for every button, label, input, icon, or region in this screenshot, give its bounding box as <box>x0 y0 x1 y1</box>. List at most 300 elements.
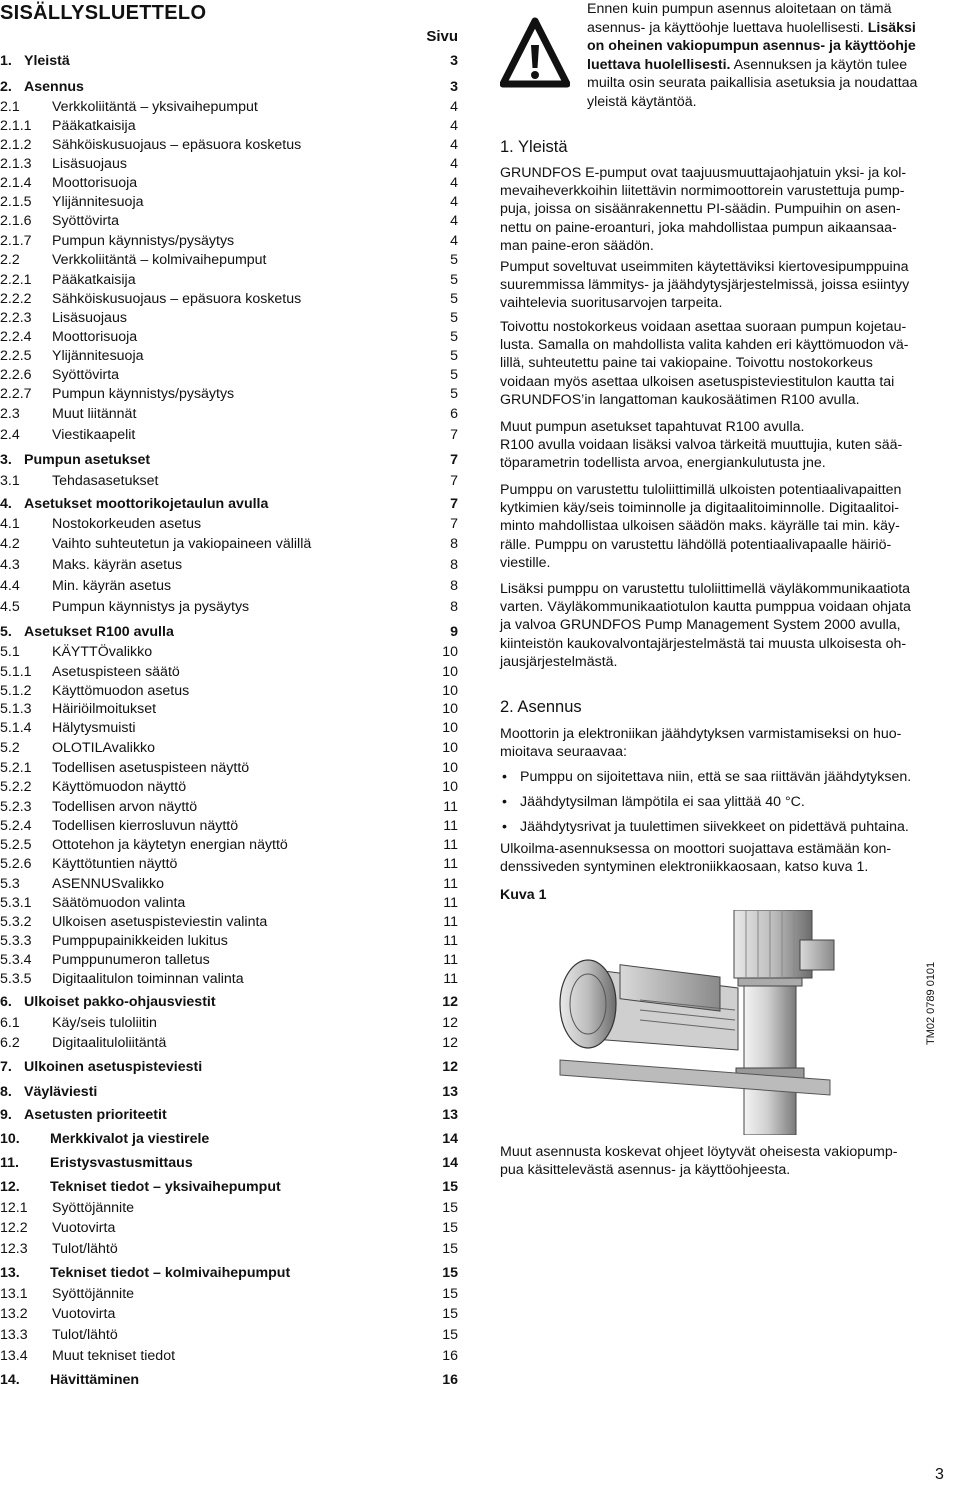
toc-number: 4.5 <box>0 599 20 615</box>
toc-number: 13.2 <box>0 1306 28 1322</box>
toc-entry-title: Asetusten prioriteetit <box>24 1107 167 1123</box>
toc-number: 2.2.5 <box>0 348 32 364</box>
paragraph-line: varten. Väyläkommunikaatiotulon kautta pumppua voidaan ohjata <box>500 599 911 616</box>
outdoor-paragraph: Ulkoilma-asennuksessa on moottori suojattava estämään kon- denssiveden syntyminen elektroniikkaosaan, katso kuva 1. <box>500 841 892 876</box>
toc-entry-title: Syöttöjännite <box>52 1200 135 1216</box>
paragraph-line: mevaiheverkkoihin liitettävin normimoottorein varustettuja pump- <box>500 183 905 200</box>
toc-entry-title: Asennus <box>24 79 84 95</box>
paragraph-line: rälle. Pumppu on varustettu lähdöllä potentiaalivapaalle häiriö- <box>500 536 892 553</box>
toc-page: 12 <box>442 1015 458 1031</box>
toc-entry-title: Sähköiskusuojaus – epäsuora kosketus <box>52 137 302 153</box>
toc-row <box>0 597 458 617</box>
toc-page: 8 <box>450 578 458 594</box>
toc-entry-title: Verkkoliitäntä – kolmivaihepumput <box>52 252 267 268</box>
toc-number: 13.1 <box>0 1286 28 1302</box>
toc-row <box>0 1239 458 1259</box>
paragraph <box>500 318 955 409</box>
toc-entry-title: Pääkatkaisija <box>52 272 136 288</box>
paragraph-line: Toivottu nostokorkeus voidaan asettaa suoraan pumpun kojetau- <box>500 319 907 335</box>
paragraph <box>500 580 955 671</box>
toc-entry-title: Pumpun käynnistys ja pysäytys <box>52 599 250 615</box>
toc-number: 5.2 <box>0 740 20 756</box>
toc-row <box>0 738 458 758</box>
paragraph-line: viestille. <box>500 554 551 571</box>
toc-number: 12.2 <box>0 1220 28 1236</box>
toc-entry-title: Ulkoiset pakko-ohjausviestit <box>24 994 216 1010</box>
toc-row <box>0 893 458 913</box>
section-2-intro: Moottorin ja elektroniikan jäähdytyksen varmistamiseksi on huo- mioitava seuraavaa: <box>500 726 902 761</box>
toc-page: 11 <box>443 914 458 930</box>
toc-number: 4.4 <box>0 578 20 594</box>
toc-entry-title: Pumppupainikkeiden lukitus <box>52 933 228 949</box>
toc-number: 2.1.7 <box>0 233 32 249</box>
toc-page: 10 <box>442 740 458 756</box>
toc-entry-title: Tulot/lähtö <box>52 1327 118 1343</box>
toc-number: 5.2.6 <box>0 856 32 872</box>
toc-row <box>0 1284 458 1304</box>
toc-page: 11 <box>443 895 458 911</box>
toc-number: 10. <box>0 1131 20 1147</box>
toc-page: 12 <box>442 1059 458 1075</box>
toc-number: 2.2.6 <box>0 367 32 383</box>
toc-page: 7 <box>450 516 458 532</box>
toc-entry-title: Käyttötuntien näyttö <box>52 856 178 872</box>
figure-label: Kuva 1 <box>500 887 547 903</box>
paragraph-line: töparametrin todellista arvoa, energiankulutusta jne. <box>500 455 826 472</box>
toc-row <box>0 874 458 894</box>
toc-page: 3 <box>450 53 458 69</box>
paragraph-line: Lisäksi pumppu on varustettu tuloliittimellä väyläkommunikaatiota <box>500 581 911 597</box>
toc-entry-title: Hävittäminen <box>50 1372 140 1388</box>
toc-page: 6 <box>450 406 458 422</box>
toc-entry-title: Ulkoinen asetuspisteviesti <box>24 1059 203 1075</box>
toc-entry-title: Lisäsuojaus <box>52 310 127 326</box>
toc-row <box>0 116 458 136</box>
toc-entry-title: Yleistä <box>24 53 70 69</box>
toc-number: 6.1 <box>0 1015 20 1031</box>
toc-page: 13 <box>442 1107 458 1123</box>
toc-number: 2.1.4 <box>0 175 32 191</box>
toc-page: 10 <box>442 760 458 776</box>
toc-entry-title: Vuotovirta <box>52 1220 116 1236</box>
toc-page: 9 <box>450 624 458 640</box>
toc-page: 5 <box>450 329 458 345</box>
toc-page: 4 <box>450 137 458 153</box>
toc-row <box>0 1346 458 1366</box>
toc-number: 2.2 <box>0 252 20 268</box>
toc-number: 4. <box>0 496 12 512</box>
toc-entry-title: Käyttömuodon näyttö <box>52 779 187 795</box>
page-number: 3 <box>935 1466 944 1483</box>
toc-entry-title: Asetuspisteen säätö <box>52 664 180 680</box>
paragraph-line: Pumppu on varustettu tuloliittimillä ulkoisten potentiaalivapaitten <box>500 482 902 498</box>
toc-page: 16 <box>442 1372 458 1388</box>
toc-number: 5.3.4 <box>0 952 32 968</box>
toc-number: 5.3.5 <box>0 971 32 987</box>
toc-row <box>0 758 458 778</box>
toc-entry-title: ASENNUSvalikko <box>52 876 164 892</box>
toc-number: 5.1.3 <box>0 701 32 717</box>
toc-number: 13. <box>0 1265 20 1281</box>
toc-row <box>0 1370 458 1390</box>
paragraph-line: lusta. Samalla on mahdollista valita kahden eri käyttömuodon vä- <box>500 337 909 354</box>
toc-page: 4 <box>450 156 458 172</box>
toc-page: 11 <box>443 837 458 853</box>
toc-page: 15 <box>442 1306 458 1322</box>
toc-page: 5 <box>450 348 458 364</box>
toc-page: 10 <box>442 779 458 795</box>
toc-number: 5. <box>0 624 12 640</box>
toc-entry-title: Eristysvastusmittaus <box>50 1155 193 1171</box>
toc-entry-title: Pumpun käynnistys/pysäytys <box>52 233 235 249</box>
toc-number: 5.3.2 <box>0 914 32 930</box>
paragraph <box>500 258 955 313</box>
toc-entry-title: Hälytysmuisti <box>52 720 136 736</box>
toc-entry-title: Muut liitännät <box>52 406 137 422</box>
toc-entry-title: Todellisen asetuspisteen näyttö <box>52 760 250 776</box>
toc-number: 3.1 <box>0 473 20 489</box>
toc-page: 7 <box>450 473 458 489</box>
toc-entry-title: Nostokorkeuden asetus <box>52 516 202 532</box>
toc-entry-title: Merkkivalot ja viestirele <box>50 1131 210 1147</box>
toc-page: 12 <box>442 994 458 1010</box>
toc-row <box>0 51 458 71</box>
toc-row <box>0 192 458 212</box>
toc-entry-title: Häiriöilmoitukset <box>52 701 157 717</box>
toc-page: 4 <box>450 213 458 229</box>
toc-number: 5.1 <box>0 644 20 660</box>
toc-page: 5 <box>450 386 458 402</box>
toc-entry-title: Digitaalitulon toiminnan valinta <box>52 971 244 987</box>
toc-row <box>0 77 458 97</box>
paragraph <box>500 164 955 255</box>
toc-number: 11. <box>0 1155 19 1171</box>
toc-page: 11 <box>443 971 458 987</box>
toc-row <box>0 816 458 836</box>
toc-entry-title: Viestikaapelit <box>52 427 136 443</box>
toc-entry-title: Todellisen kierrosluvun näyttö <box>52 818 239 834</box>
paragraph-line: minto mahdollistaa ulkoisen säädön maks. käyrälle tai min. käy- <box>500 518 900 535</box>
paragraph-line: GRUNDFOS’in langattoman kaukosäätimen R100 avulla. <box>500 391 860 408</box>
toc-row <box>0 1105 458 1125</box>
toc-page: 5 <box>450 291 458 307</box>
toc-page: 13 <box>442 1084 458 1100</box>
toc-row <box>0 1304 458 1324</box>
toc-page: 4 <box>450 175 458 191</box>
toc-page: 4 <box>450 99 458 115</box>
toc-row <box>0 1013 458 1033</box>
toc-row <box>0 1033 458 1053</box>
toc-number: 5.1.2 <box>0 683 32 699</box>
toc-number: 5.3 <box>0 876 20 892</box>
toc-page: 3 <box>450 79 458 95</box>
toc-page: 11 <box>443 818 458 834</box>
toc-number: 5.2.1 <box>0 760 32 776</box>
toc-page: 15 <box>442 1220 458 1236</box>
toc-number: 7. <box>0 1059 12 1075</box>
toc-number: 6.2 <box>0 1035 20 1051</box>
toc-row <box>0 912 458 932</box>
toc-number: 13.3 <box>0 1327 28 1343</box>
toc-number: 12. <box>0 1179 20 1195</box>
toc-number: 5.1.4 <box>0 720 32 736</box>
toc-page: 4 <box>450 118 458 134</box>
toc-page: 8 <box>450 557 458 573</box>
toc-page: 5 <box>450 367 458 383</box>
toc-page: 15 <box>442 1265 458 1281</box>
toc-row <box>0 534 458 554</box>
toc-entry-title: Asetukset moottorikojetaulun avulla <box>24 496 269 512</box>
toc-row <box>0 642 458 662</box>
paragraph-line: jausjärjestelmästä. <box>500 653 618 670</box>
paragraph-line: man paine-eron säädön. <box>500 237 654 254</box>
pump-illustration <box>500 910 920 1135</box>
paragraph-line: R100 avulla voidaan lisäksi valvoa tärkeitä muuttujia, kuten sää- <box>500 437 903 454</box>
toc-number: 2.1 <box>0 99 20 115</box>
toc-number: 2.1.2 <box>0 137 32 153</box>
toc-number: 5.3.3 <box>0 933 32 949</box>
toc-entry-title: Ulkoisen asetuspisteviestin valinta <box>52 914 268 930</box>
toc-entry-title: KÄYTTÖvalikko <box>52 644 153 660</box>
toc-entry-title: Vaihto suhteutetun ja vakiopaineen välillä <box>52 536 312 552</box>
toc-page: 16 <box>442 1348 458 1364</box>
toc-entry-title: Asetukset R100 avulla <box>24 624 174 640</box>
toc-number: 1. <box>0 53 12 69</box>
toc-row <box>0 494 458 514</box>
toc-page: 11 <box>443 799 458 815</box>
toc-row <box>0 471 458 491</box>
after-figure-paragraph: Muut asennusta koskevat ohjeet löytyvät oheisesta vakiopump- pua käsittelevästä asennus- ja käyttöohjeesta. <box>500 1144 898 1179</box>
toc-entry-title: Käy/seis tuloliitin <box>52 1015 157 1031</box>
toc-row <box>0 231 458 251</box>
toc-entry-title: Ylijännitesuoja <box>52 348 144 364</box>
toc-number: 5.2.4 <box>0 818 32 834</box>
toc-number: 6. <box>0 994 12 1010</box>
toc-number: 13.4 <box>0 1348 28 1364</box>
toc-entry-title: Väyläviesti <box>24 1084 98 1100</box>
paragraph-line: Pumput soveltuvat useimmiten käytettäviksi kiertovesipumppuina <box>500 259 909 275</box>
toc-entry-title: Ylijännitesuoja <box>52 194 144 210</box>
toc-number: 5.2.3 <box>0 799 32 815</box>
toc-row <box>0 1177 458 1197</box>
toc-page-header: Sivu <box>426 28 458 45</box>
toc-page: 7 <box>450 452 458 468</box>
toc-entry-title: Tehdasasetukset <box>52 473 159 489</box>
toc-page: 15 <box>442 1179 458 1195</box>
toc-row <box>0 1325 458 1345</box>
toc-number: 4.3 <box>0 557 20 573</box>
toc-number: 2.2.3 <box>0 310 32 326</box>
toc-entry-title: Tekniset tiedot – yksivaihepumput <box>50 1179 281 1195</box>
toc-entry-title: Sähköiskusuojaus – epäsuora kosketus <box>52 291 302 307</box>
toc-entry-title: Moottorisuoja <box>52 329 138 345</box>
toc-entry-title: Ottotehon ja käytetyn energian näyttö <box>52 837 288 853</box>
toc-number: 5.1.1 <box>0 664 32 680</box>
toc-row <box>0 1057 458 1077</box>
toc-entry-title: Pumppunumeron talletus <box>52 952 210 968</box>
toc-row <box>0 425 458 445</box>
toc-row <box>0 308 458 328</box>
toc-page: 8 <box>450 536 458 552</box>
toc-row <box>0 555 458 575</box>
toc-row <box>0 211 458 231</box>
paragraph-line: puja, joissa on sisäänrakennettu PI-säädin. Pumpuihin on asen- <box>500 201 901 218</box>
toc-page: 4 <box>450 194 458 210</box>
toc-page: 15 <box>442 1200 458 1216</box>
toc-page: 11 <box>443 876 458 892</box>
toc-entry-title: Muut tekniset tiedot <box>52 1348 176 1364</box>
toc-number: 2.4 <box>0 427 20 443</box>
toc-page: 4 <box>450 233 458 249</box>
warning-icon <box>500 17 570 89</box>
toc-page: 11 <box>443 856 458 872</box>
toc-entry-title: Digitaalituloliitäntä <box>52 1035 167 1051</box>
toc-number: 14. <box>0 1372 20 1388</box>
toc-row <box>0 250 458 270</box>
paragraph <box>500 418 955 473</box>
toc-number: 2.1.5 <box>0 194 32 210</box>
paragraph-line: kytkimien käy/seis toiminnolle ja digitaalitoiminnolle. Digitaalitoi- <box>500 500 899 517</box>
toc-row <box>0 931 458 951</box>
toc-entry-title: Todellisen arvon näyttö <box>52 799 198 815</box>
paragraph-line: GRUNDFOS E-pumput ovat taajuusmuuttajaohjatuin yksi- ja kol- <box>500 165 907 181</box>
paragraph-line: voidaan myös asettaa ulkoisen asetuspisteviestitulon kautta tai <box>500 373 895 390</box>
toc-number: 5.2.5 <box>0 837 32 853</box>
toc-page: 7 <box>450 427 458 443</box>
toc-number: 2.2.7 <box>0 386 32 402</box>
toc-number: 2.2.2 <box>0 291 32 307</box>
toc-entry-title: Min. käyrän asetus <box>52 578 172 594</box>
toc-row <box>0 327 458 347</box>
toc-page: 5 <box>450 310 458 326</box>
toc-entry-title: Syöttövirta <box>52 213 120 229</box>
toc-row <box>0 173 458 193</box>
toc-number: 4.1 <box>0 516 20 532</box>
toc-entry-title: OLOTILAvalikko <box>52 740 156 756</box>
section-1-heading: 1. Yleistä <box>500 138 568 156</box>
toc-page: 11 <box>443 933 458 949</box>
toc-entry-title: Syöttöjännite <box>52 1286 135 1302</box>
toc-number: 8. <box>0 1084 12 1100</box>
section-2-heading: 2. Asennus <box>500 698 582 716</box>
toc-page: 15 <box>442 1286 458 1302</box>
paragraph-line: nettu on paine-eroanturi, joka mahdollistaa pumpun aikaansaa- <box>500 219 897 236</box>
toc-page: 5 <box>450 272 458 288</box>
toc-number: 4.2 <box>0 536 20 552</box>
toc-page: 15 <box>442 1241 458 1257</box>
figure-code: TM02 0789 0101 <box>925 961 937 1045</box>
toc-row <box>0 1263 458 1283</box>
toc-row <box>0 662 458 682</box>
toc-number: 2.2.1 <box>0 272 32 288</box>
toc-row <box>0 1218 458 1238</box>
toc-entry-title: Maks. käyrän asetus <box>52 557 183 573</box>
toc-page: 10 <box>442 720 458 736</box>
toc-page: 11 <box>443 952 458 968</box>
toc-number: 2.2.4 <box>0 329 32 345</box>
toc-number: 2. <box>0 79 12 95</box>
toc-row <box>0 854 458 874</box>
toc-page: 10 <box>442 701 458 717</box>
toc-entry-title: Tekniset tiedot – kolmivaihepumput <box>50 1265 291 1281</box>
toc-entry-title: Pääkatkaisija <box>52 118 136 134</box>
toc-row <box>0 1129 458 1149</box>
toc-row <box>0 1082 458 1102</box>
toc-row <box>0 992 458 1012</box>
toc-row <box>0 622 458 642</box>
toc-entry-title: Säätömuodon valinta <box>52 895 186 911</box>
paragraph-line: ja valvoa GRUNDFOS Pump Management System 2000 avulla, <box>500 617 901 634</box>
toc-page: 15 <box>442 1327 458 1343</box>
toc-row <box>0 681 458 701</box>
toc-number: 9. <box>0 1107 12 1123</box>
toc-page: 10 <box>442 683 458 699</box>
toc-row <box>0 346 458 366</box>
toc-entry-title: Syöttövirta <box>52 367 120 383</box>
toc-row <box>0 950 458 970</box>
toc-row <box>0 135 458 155</box>
toc-entry-title: Käyttömuodon asetus <box>52 683 190 699</box>
toc-entry-title: Tulot/lähtö <box>52 1241 118 1257</box>
toc-row <box>0 154 458 174</box>
toc-row <box>0 384 458 404</box>
toc-number: 2.3 <box>0 406 20 422</box>
toc-entry-title: Pumpun asetukset <box>24 452 151 468</box>
toc-page: 12 <box>442 1035 458 1051</box>
toc-page: 8 <box>450 599 458 615</box>
toc-row <box>0 97 458 117</box>
toc-row <box>0 270 458 290</box>
toc-row <box>0 969 458 989</box>
paragraph-line: suuremmissa lämmitys- ja jäähdytysjärjestelmissä, joissa esiintyy <box>500 277 910 294</box>
paragraph <box>500 481 955 572</box>
toc-page: 10 <box>442 664 458 680</box>
toc-number: 5.2.2 <box>0 779 32 795</box>
toc-row <box>0 514 458 534</box>
toc-row <box>0 835 458 855</box>
toc-row <box>0 576 458 596</box>
warning-text: Ennen kuin pumpun asennus aloitetaan on tämä asennus- ja käyttöohje luettava huolellisesti. Lisäksi on oheinen vakiopumpun asennus- ja käyttöohje luettava huolellisesti. Asennuksen ja käytön tulee muilta osin seurata paikallisia asetuksia ja noudattaa yleistä käytäntöä. <box>587 1 918 110</box>
toc-number: 2.1.3 <box>0 156 32 172</box>
toc-number: 5.3.1 <box>0 895 32 911</box>
paragraph-line: Muut pumpun asetukset tapahtuvat R100 avulla. <box>500 419 805 435</box>
toc-entry-title: Vuotovirta <box>52 1306 116 1322</box>
toc-number: 12.3 <box>0 1241 28 1257</box>
paragraph-line: kiinteistön kaukovalvontajärjestelmästä tai muusta ulkoisesta oh- <box>500 635 907 652</box>
toc-entry-title: Pumpun käynnistys/pysäytys <box>52 386 235 402</box>
toc-page: 14 <box>442 1131 458 1147</box>
toc-row <box>0 1198 458 1218</box>
toc-page: 5 <box>450 252 458 268</box>
toc-number: 2.1.1 <box>0 118 32 134</box>
toc-row <box>0 289 458 309</box>
toc-number: 12.1 <box>0 1200 28 1216</box>
toc-entry-title: Verkkoliitäntä – yksivaihepumput <box>52 99 258 115</box>
toc-row <box>0 1153 458 1173</box>
toc-row <box>0 777 458 797</box>
toc-row <box>0 404 458 424</box>
toc-page: 14 <box>442 1155 458 1171</box>
toc-row <box>0 718 458 738</box>
toc-row <box>0 365 458 385</box>
toc-entry-title: Moottorisuoja <box>52 175 138 191</box>
toc-title: SISÄLLYSLUETTELO <box>0 2 207 24</box>
toc-page: 10 <box>442 644 458 660</box>
toc-row <box>0 699 458 719</box>
toc-row <box>0 797 458 817</box>
toc-entry-title: Lisäsuojaus <box>52 156 127 172</box>
toc-row <box>0 450 458 470</box>
